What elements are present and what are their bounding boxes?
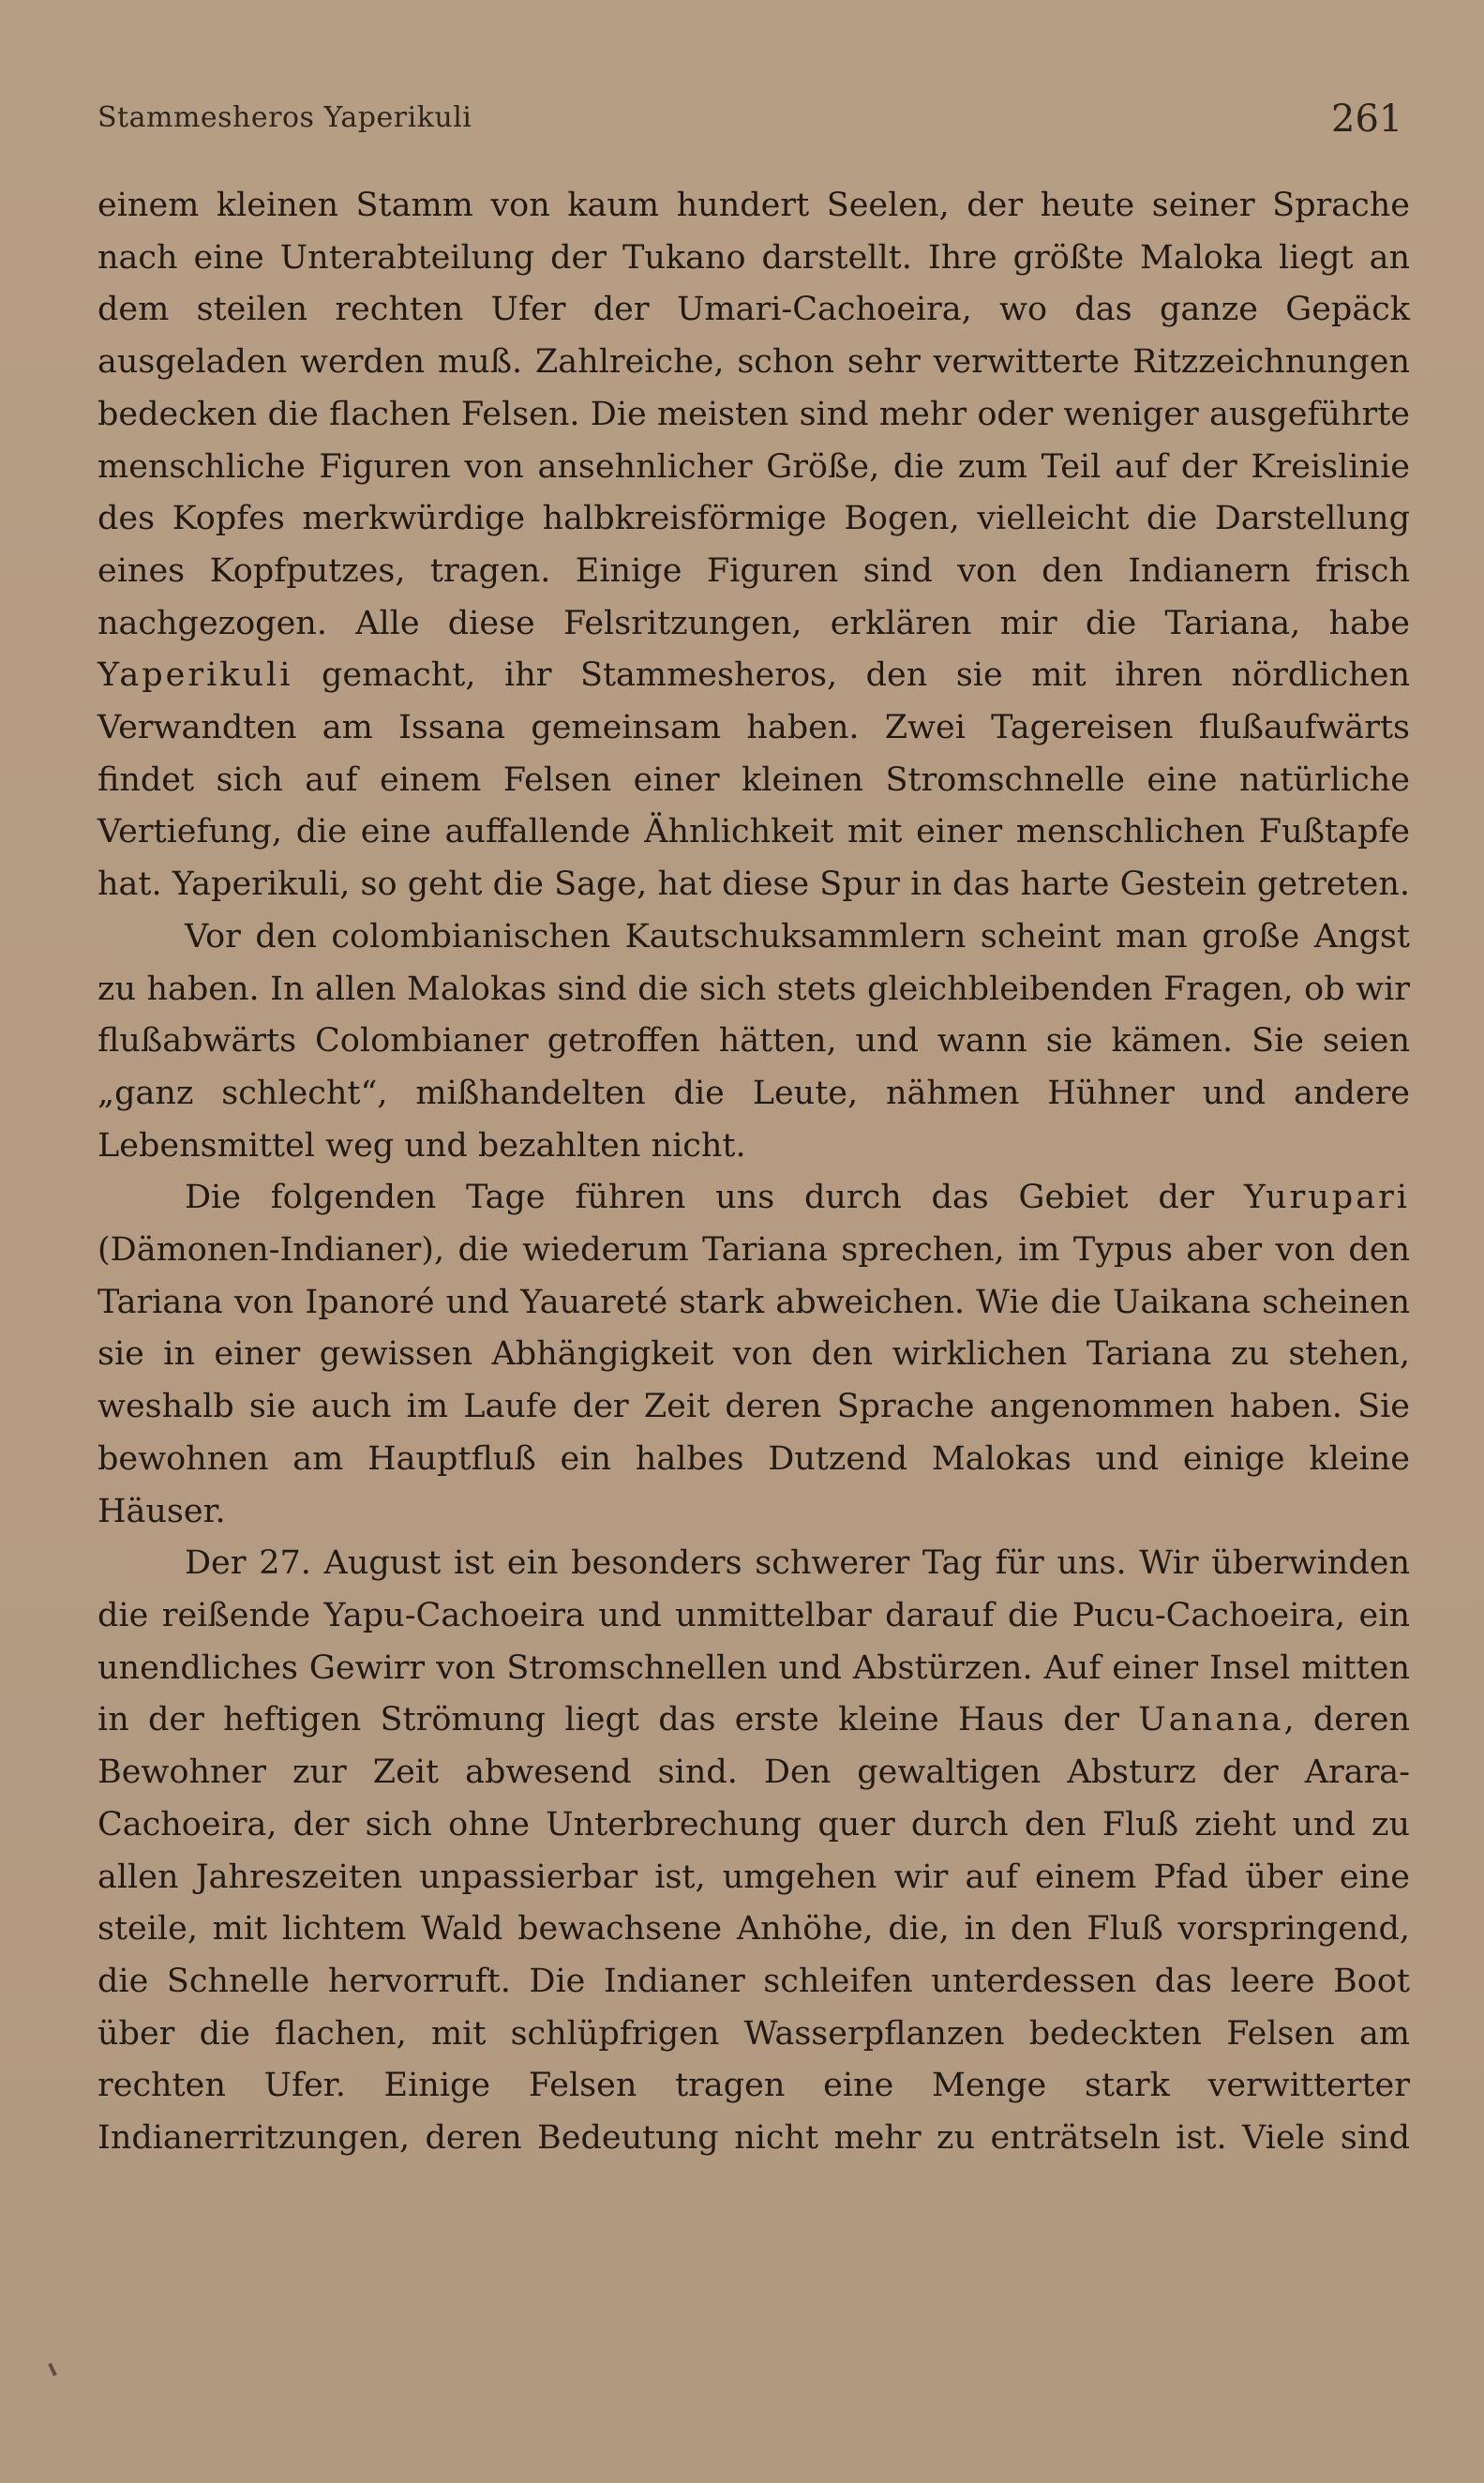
- paragraph-text: , deren Bewohner zur Zeit abwesend sind. Den gewaltigen Absturz der Arara-Cachoeira, der sich ohne Unterbrechung quer durch den Fluß zieht und zu allen Jahreszeiten unpassierbar ist, umgehen wir auf einem Pfad über eine steile, mit lichtem Wald bewachsene Anhöhe, die, in den Fluß vorspringend, die Schnelle hervorruft. Die Indianer schleifen unterdessen das leere Boot über die flachen, mit schlüpfrigen Wasserpflanzen bedeckten Felsen am rechten Ufer. Einige Felsen tragen eine Menge stark verwitterter Indianerritzungen, deren Bedeutung nicht mehr zu enträtseln ist. Viele sind: [97, 1701, 1410, 2158]
- spaced-name-text: Yurupari: [1243, 1179, 1410, 1217]
- spaced-name-text: Uanana: [1138, 1701, 1284, 1739]
- running-head: [97, 98, 1410, 150]
- paragraph-text: Der 27. August ist ein besonders schwerer Tag für uns. Wir überwinden die reißende Yapu-Cachoeira und unmittelbar darauf die Pucu-Cachoeira, ein unendliches Gewirr von Stromschnellen und Abstürzen. Auf einer Insel mitten in der heftigen Strömung liegt das erste kleine Haus der: [97, 1544, 1410, 1739]
- paragraph-text: Die folgenden Tage führen uns durch das Gebiet der: [185, 1179, 1244, 1217]
- paragraph-text: Vor den colombianischen Kautschuksammlern scheint man große Angst zu haben. In allen Malokas sind die sich stets gleichbleibenden Fragen, ob wir flußabwärts Colombianer getroffen hätten, und wann sie kämen. Sie seien „ganz schlecht“, mißhandelten die Leute, nähmen Hühner und andere Lebensmittel weg und bezahlten nicht.: [97, 917, 1410, 1165]
- body-text: [97, 180, 1410, 2299]
- spaced-name-text: Yaperikuli: [97, 656, 293, 695]
- paragraph: [97, 1538, 1410, 2164]
- page-number: 261: [1331, 98, 1403, 141]
- paragraph-text: gemacht, ihr Stammesheros, den sie mit ihren nördlichen Verwandten am Issana gemeinsam haben. Zwei Tagereisen flußaufwärts findet sich auf einem Felsen einer kleinen Stromschnelle eine natürliche Vertiefung, die eine auffallende Ähnlichkeit mit einer menschlichen Fußtapfe hat. Yaperikuli, so geht die Sage, hat diese Spur in das harte Gestein getreten.: [97, 656, 1410, 904]
- paragraph: [97, 911, 1410, 1173]
- running-title: Stammesheros Yaperikuli: [97, 101, 472, 134]
- paragraph: [97, 180, 1410, 911]
- paragraph-text: einem kleinen Stamm von kaum hundert Seelen, der heute seiner Sprache nach eine Unterabteilung der Tukano darstellt. Ihre größte Maloka liegt an dem steilen rechten Ufer der Umari-Cachoeira, wo das ganze Gepäck ausgeladen werden muß. Zahlreiche, schon sehr verwitterte Ritzzeichnungen bedecken die flachen Felsen. Die meisten sind mehr oder weniger ausgeführte menschliche Figuren von ansehnlicher Größe, die zum Teil auf der Kreislinie des Kopfes merkwürdige halbkreisförmige Bogen, vielleicht die Darstellung eines Kopfputzes, tragen. Einige Figuren sind von den Indianern frisch nachgezogen. Alle diese Felsritzungen, erklären mir die Tariana, habe: [97, 187, 1410, 642]
- stray-ink-mark: [48, 2363, 57, 2376]
- paragraph-text: (Dämonen-Indianer), die wiederum Tariana sprechen, im Typus aber von den Tariana von Ipanoré und Yauareté stark abweichen. Wie die Uaikana scheinen sie in einer gewissen Abhängigkeit von den wirklichen Tariana zu stehen, weshalb sie auch im Laufe der Zeit deren Sprache angenommen haben. Sie bewohnen am Hauptfluß ein halbes Dutzend Malokas und einige kleine Häuser.: [97, 1231, 1410, 1530]
- paragraph: [97, 1172, 1410, 1538]
